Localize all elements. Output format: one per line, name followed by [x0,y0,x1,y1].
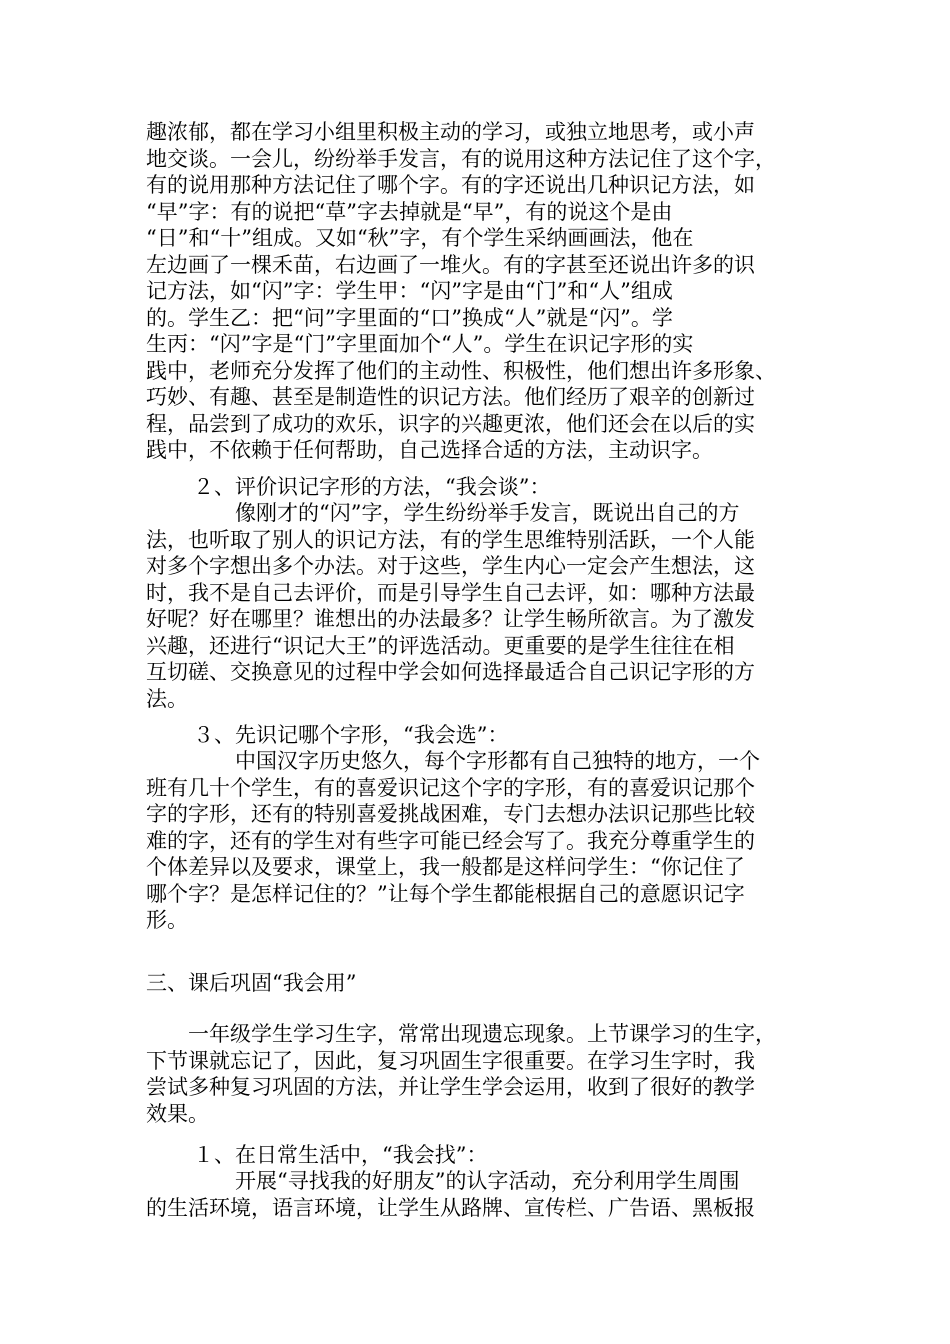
text-line: 效果。 [146,1101,209,1126]
text-line: 兴趣，还进行“识记大王”的评选活动。更重要的是学生往往在相 [146,633,735,658]
text-line: 时，我不是自己去评价，而是引导学生自己去评，如：哪种方法最 [146,580,755,605]
paragraph-find [146,1168,806,1221]
text-line: “早”字：有的说把“草”字去掉就是“早”，有的说这个是由 [146,199,673,224]
text-line: 对多个字想出多个办法。对于这些，学生内心一定会产生想法，这 [146,554,755,578]
text-line: 法。 [146,686,188,711]
part-heading-consolidate: 三、课后巩固“我会用” [146,971,357,995]
text-line: 像刚才的“闪”字，学生纷纷举手发言，既说出自己的方 [235,501,740,525]
text-line: 法，也听取了别人的识记方法，有的学生思维特别活跃，一个人能 [146,527,755,552]
text-line: 践中，老师充分发挥了他们的主动性、积极性，他们想出许多形象、 [146,358,776,383]
section-heading-evaluate: ２、评价识记字形的方法，“我会谈”： [193,475,551,499]
text-line: “日”和“十”组成。又如“秋”字，有个学生采纳画画法，他在 [146,226,694,250]
section-heading-find: １、在日常生活中，“我会找”： [193,1143,488,1167]
text-line: 一年级学生学习生字，常常出现遗忘现象。上节课学习的生字， [188,1022,776,1046]
paragraph-choose [146,748,806,934]
text-line: 巧妙、有趣、甚至是制造性的识记方法。他们经历了艰辛的创新过 [146,385,755,409]
text-line: 好呢？好在哪里？谁想出的办法最多？让学生畅所欲言。为了激发 [146,607,755,631]
text-line: 左边画了一棵禾苗，右边画了一堆火。有的字甚至还说出许多的识 [146,252,755,277]
text-line: 趣浓郁，都在学习小组里积极主动的学习，或独立地思考，或小声 [146,120,755,144]
paragraph-identify-methods [146,119,806,464]
text-line: 践中，不依赖于任何帮助，自己选择合适的方法，主动识字。 [146,438,713,462]
text-line: 中国汉字历史悠久，每个字形都有自己独特的地方，一个 [235,749,760,773]
text-line: 哪个字？是怎样记住的？”让每个学生都能根据自己的意愿识记字 [146,881,745,906]
text-line: 的。学生乙：把“问”字里面的“口”换成“人”就是“闪”。学 [146,305,673,330]
text-line: 难的字，还有的学生对有些字可能已经会写了。我充分尊重学生的 [146,828,755,853]
text-line: 个体差异以及要求，课堂上，我一般都是这样问学生：“你记住了 [146,855,745,879]
text-line: 记方法，如“闪”字：学生甲：“闪”字是由“门”和“人”组成 [146,279,673,303]
text-line: 形。 [146,908,188,932]
text-line: 有的说用那种方法记住了哪个字。有的字还说出几种识记方法，如 [146,173,755,197]
section-heading-choose: ３、先识记哪个字形，“我会选”： [193,723,509,747]
text-line: 互切磋、交换意见的过程中学会如何选择最适合自己识记字形的方 [146,660,755,684]
text-line: 程，品尝到了成功的欢乐，识字的兴趣更浓，他们还会在以后的实 [146,411,755,436]
text-line: 班有几十个学生，有的喜爱识记这个字的字形，有的喜爱识记那个 [146,775,755,800]
text-line: 的生活环境，语言环境，让学生从路牌、宣传栏、广告语、黑板报 [146,1195,755,1220]
text-line: 生丙：“闪”字是“门”字里面加个“人”。学生在识记字形的实 [146,332,694,356]
text-line: 下节课就忘记了，因此，复习巩固生字很重要。在学习生字时，我 [146,1048,755,1073]
text-line: 尝试多种复习巩固的方法，并让学生学会运用，收到了很好的教学 [146,1075,755,1099]
text-line: 开展“寻找我的好朋友”的认字活动，充分利用学生周围 [235,1169,740,1193]
text-line: 地交谈。一会儿，纷纷举手发言，有的说用这种方法记住了这个字， [146,146,776,171]
text-line: 字的字形，还有的特别喜爱挑战困难，专门去想办法识记那些比较 [146,802,755,826]
paragraph-evaluate [146,500,806,712]
paragraph-consolidate [146,1021,806,1127]
